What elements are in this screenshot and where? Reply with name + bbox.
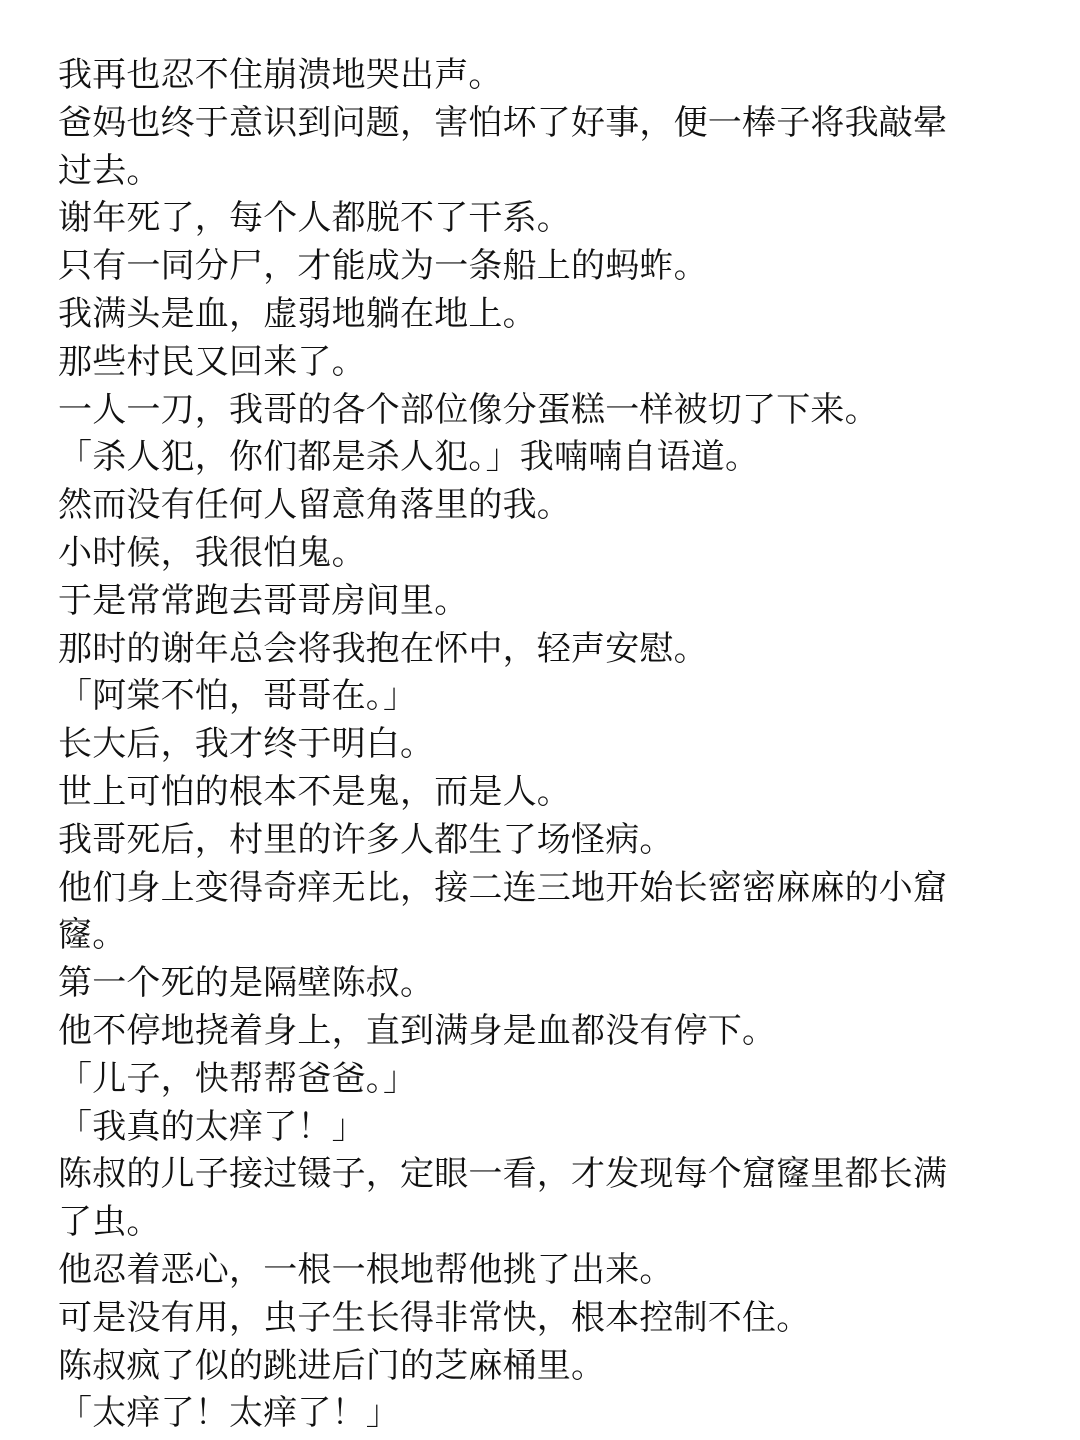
- text-line: 谢年死了，每个人都脱不了干系。: [58, 198, 571, 239]
- text-line: 于是常常跑去哥哥房间里。: [58, 580, 469, 621]
- text-line: 我再也忍不住崩溃地哭出声。: [58, 55, 503, 95]
- text-line: 「我真的太痒了！」: [58, 1106, 366, 1147]
- text-line: 爸妈也终于意识到问题，害怕坏了好事，便一棒子将我敲晕: [58, 102, 948, 143]
- text-line: 过去。: [58, 150, 161, 191]
- text-line: 一人一刀，我哥的各个部位像分蛋糕一样被切了下来。: [58, 389, 879, 430]
- text-line: 「杀人犯，你们都是杀人犯。」我喃喃自语道。: [58, 437, 760, 478]
- text-line: 第一个死的是隔壁陈叔。: [58, 963, 435, 1004]
- text-line: 然而没有任何人留意角落里的我。: [58, 485, 571, 526]
- text-line: 小时候，我很怕鬼。: [58, 532, 366, 573]
- text-line: 可是没有用，虫子生长得非常快，根本控制不住。: [58, 1297, 811, 1338]
- text-line: 只有一同分尸，才能成为一条船上的蚂蚱。: [58, 246, 708, 287]
- text-line: 长大后，我才终于明白。: [58, 724, 435, 765]
- text-line: 了虫。: [58, 1202, 161, 1243]
- text-line: 那些村民又回来了。: [58, 341, 366, 382]
- text-line: 他不停地挠着身上，直到满身是血都没有停下。: [58, 1010, 777, 1051]
- text-line: 「太痒了！太痒了！」: [58, 1393, 400, 1434]
- text-line: 「儿子，快帮帮爸爸。」: [58, 1058, 418, 1099]
- text-line: 窿。: [58, 915, 127, 956]
- text-line: 陈叔的儿子接过镊子，定眼一看，才发现每个窟窿里都长满: [58, 1154, 948, 1195]
- text-line: 那时的谢年总会将我抱在怀中，轻声安慰。: [58, 628, 708, 669]
- text-line: 他们身上变得奇痒无比，接二连三地开始长密密麻麻的小窟: [58, 867, 948, 908]
- story-text: [58, 52, 1048, 1438]
- text-line: 我哥死后，村里的许多人都生了场怪病。: [58, 819, 674, 860]
- text-line: 他忍着恶心，一根一根地帮他挑了出来。: [58, 1249, 674, 1290]
- text-line: 我满头是血，虚弱地躺在地上。: [58, 293, 537, 334]
- text-line: 世上可怕的根本不是鬼，而是人。: [58, 771, 571, 812]
- text-line: 「阿棠不怕，哥哥在。」: [58, 676, 418, 717]
- text-line: 陈叔疯了似的跳进后门的芝麻桶里。: [58, 1345, 606, 1386]
